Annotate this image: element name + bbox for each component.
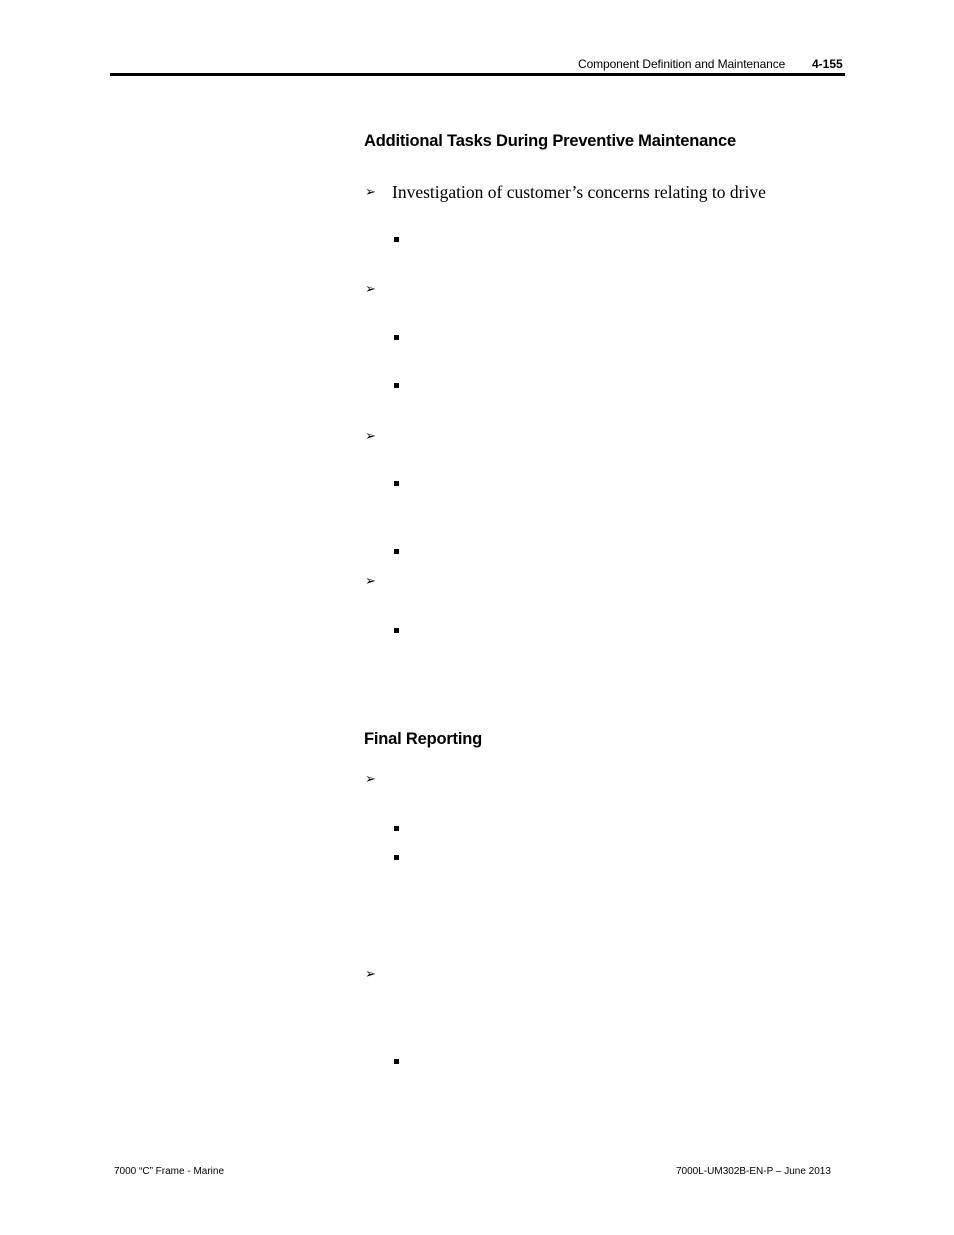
arrow-bullet-icon: ➢ (365, 574, 376, 589)
arrow-bullet-icon: ➢ (365, 185, 376, 200)
square-bullet-icon (394, 855, 399, 860)
square-bullet-icon (394, 628, 399, 633)
heading-additional-tasks: Additional Tasks During Preventive Maintenance (364, 132, 736, 150)
arrow-bullet-icon: ➢ (365, 772, 376, 787)
running-header-title: Component Definition and Maintenance (578, 57, 786, 71)
square-bullet-icon (394, 549, 399, 554)
footer-right: 7000L-UM302B-EN-P – June 2013 (676, 1166, 831, 1177)
square-bullet-icon (394, 481, 399, 486)
square-bullet-icon (394, 335, 399, 340)
footer-left: 7000 “C” Frame - Marine (114, 1166, 225, 1177)
square-bullet-icon (394, 826, 399, 831)
square-bullet-icon (394, 1059, 399, 1064)
arrow-bullet-icon: ➢ (365, 429, 376, 444)
header-rule (110, 73, 845, 76)
page-number: 4-155 (812, 57, 843, 71)
heading-final-reporting: Final Reporting (364, 730, 482, 748)
square-bullet-icon (394, 383, 399, 388)
list-item-investigation: Investigation of customer’s concerns relating to drive (392, 182, 766, 202)
arrow-bullet-icon: ➢ (365, 282, 376, 297)
square-bullet-icon (394, 237, 399, 242)
arrow-bullet-icon: ➢ (365, 967, 376, 982)
